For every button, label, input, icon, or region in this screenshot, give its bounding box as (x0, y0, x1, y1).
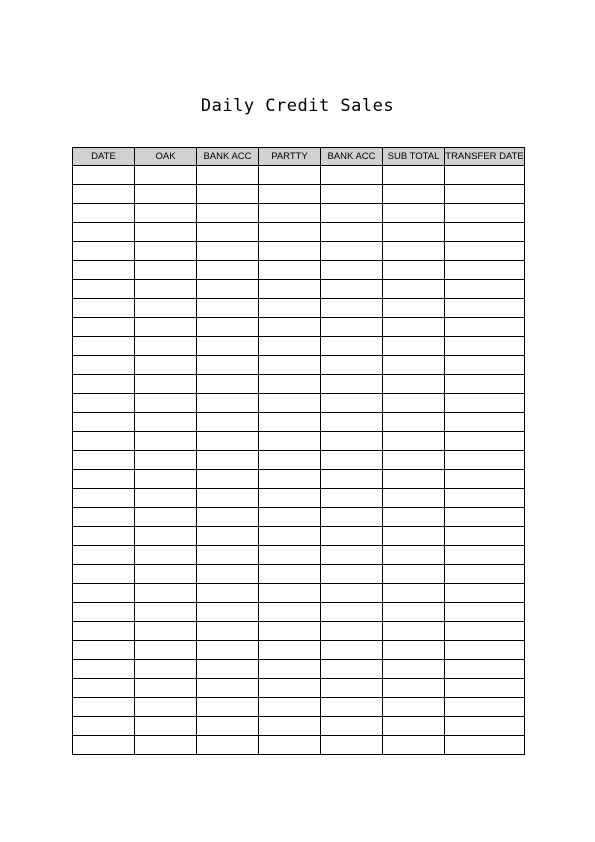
table-cell[interactable] (445, 527, 525, 546)
table-cell[interactable] (135, 527, 197, 546)
table-cell[interactable] (383, 489, 445, 508)
column-header-date: DATE (73, 148, 135, 166)
table-cell[interactable] (73, 584, 135, 603)
table-row (73, 584, 525, 603)
table-cell[interactable] (197, 337, 259, 356)
table-cell[interactable] (321, 242, 383, 261)
table-cell[interactable] (259, 318, 321, 337)
table-cell[interactable] (259, 736, 321, 755)
table-cell[interactable] (73, 280, 135, 299)
table-cell[interactable] (321, 698, 383, 717)
table-cell[interactable] (259, 261, 321, 280)
table-cell[interactable] (197, 318, 259, 337)
table-cell[interactable] (197, 584, 259, 603)
table-cell[interactable] (445, 622, 525, 641)
table-cell[interactable] (73, 641, 135, 660)
table-cell[interactable] (73, 166, 135, 185)
table-cell[interactable] (135, 660, 197, 679)
table-cell[interactable] (135, 356, 197, 375)
table-cell[interactable] (383, 413, 445, 432)
table-row (73, 318, 525, 337)
table-cell[interactable] (321, 451, 383, 470)
table-cell[interactable] (445, 717, 525, 736)
table-body (73, 166, 525, 755)
table-header-row (73, 148, 525, 166)
table-cell[interactable] (445, 660, 525, 679)
table-cell[interactable] (445, 451, 525, 470)
table-cell[interactable] (383, 698, 445, 717)
table-cell[interactable] (135, 337, 197, 356)
table-cell[interactable] (135, 565, 197, 584)
table-cell[interactable] (197, 280, 259, 299)
table-cell[interactable] (135, 299, 197, 318)
table-cell[interactable] (197, 622, 259, 641)
table-cell[interactable] (321, 489, 383, 508)
table-cell[interactable] (197, 679, 259, 698)
table-cell[interactable] (197, 356, 259, 375)
table-cell[interactable] (73, 717, 135, 736)
table-cell[interactable] (197, 261, 259, 280)
table-cell[interactable] (383, 242, 445, 261)
table-cell[interactable] (321, 432, 383, 451)
table-cell[interactable] (321, 223, 383, 242)
table-cell[interactable] (259, 280, 321, 299)
table-cell[interactable] (197, 717, 259, 736)
table-cell[interactable] (445, 413, 525, 432)
table-cell[interactable] (73, 470, 135, 489)
table-cell[interactable] (259, 451, 321, 470)
table-cell[interactable] (259, 565, 321, 584)
table-cell[interactable] (445, 261, 525, 280)
table-cell[interactable] (73, 337, 135, 356)
table-row (73, 641, 525, 660)
table-cell[interactable] (73, 223, 135, 242)
table-cell[interactable] (135, 603, 197, 622)
table-cell[interactable] (383, 527, 445, 546)
table-row (73, 698, 525, 717)
table-cell[interactable] (135, 641, 197, 660)
table-cell[interactable] (135, 432, 197, 451)
table-cell[interactable] (383, 166, 445, 185)
table-cell[interactable] (259, 185, 321, 204)
page-title: Daily Credit Sales (200, 96, 395, 116)
table-cell[interactable] (197, 489, 259, 508)
table-cell[interactable] (73, 356, 135, 375)
table-cell[interactable] (321, 280, 383, 299)
table-cell[interactable] (445, 489, 525, 508)
column-header-bank-acc-2: BANK ACC (321, 148, 383, 166)
table-row (73, 280, 525, 299)
table-row (73, 546, 525, 565)
table-cell[interactable] (197, 660, 259, 679)
table-row (73, 261, 525, 280)
table-cell[interactable] (197, 641, 259, 660)
table-cell[interactable] (73, 736, 135, 755)
table-cell[interactable] (197, 432, 259, 451)
table-cell[interactable] (445, 204, 525, 223)
table-cell[interactable] (321, 508, 383, 527)
table-cell[interactable] (259, 299, 321, 318)
table-cell[interactable] (383, 223, 445, 242)
table-cell[interactable] (135, 280, 197, 299)
table-row (73, 166, 525, 185)
table-cell[interactable] (135, 736, 197, 755)
table-cell[interactable] (135, 223, 197, 242)
table-cell[interactable] (445, 375, 525, 394)
table-cell[interactable] (259, 660, 321, 679)
table-cell[interactable] (135, 261, 197, 280)
table-cell[interactable] (321, 470, 383, 489)
table-cell[interactable] (259, 356, 321, 375)
table-cell[interactable] (259, 375, 321, 394)
table-row (73, 622, 525, 641)
table-row (73, 603, 525, 622)
table-cell[interactable] (383, 546, 445, 565)
table-cell[interactable] (259, 489, 321, 508)
table-cell[interactable] (383, 375, 445, 394)
table-cell[interactable] (383, 565, 445, 584)
table-cell[interactable] (383, 622, 445, 641)
table-row (73, 394, 525, 413)
table-cell[interactable] (259, 432, 321, 451)
table-row (73, 565, 525, 584)
table-cell[interactable] (135, 185, 197, 204)
table-cell[interactable] (135, 622, 197, 641)
table-cell[interactable] (383, 508, 445, 527)
table-cell[interactable] (73, 413, 135, 432)
table-cell[interactable] (73, 527, 135, 546)
table-cell[interactable] (197, 470, 259, 489)
table-cell[interactable] (321, 261, 383, 280)
table-cell[interactable] (259, 470, 321, 489)
table-cell[interactable] (135, 375, 197, 394)
table-cell[interactable] (197, 736, 259, 755)
table-cell[interactable] (73, 204, 135, 223)
column-header-transfer-date: TRANSFER DATE (445, 148, 525, 166)
table-cell[interactable] (383, 679, 445, 698)
table-row (73, 508, 525, 527)
table-cell[interactable] (73, 565, 135, 584)
table-cell[interactable] (445, 565, 525, 584)
table-cell[interactable] (321, 622, 383, 641)
table-cell[interactable] (383, 603, 445, 622)
table-cell[interactable] (445, 508, 525, 527)
table-cell[interactable] (73, 185, 135, 204)
table-cell[interactable] (383, 432, 445, 451)
table-cell[interactable] (73, 299, 135, 318)
table-cell[interactable] (197, 413, 259, 432)
table-cell[interactable] (445, 603, 525, 622)
table-cell[interactable] (321, 413, 383, 432)
table-cell[interactable] (197, 546, 259, 565)
table-cell[interactable] (445, 698, 525, 717)
table-cell[interactable] (321, 318, 383, 337)
table-cell[interactable] (445, 679, 525, 698)
table-cell[interactable] (445, 337, 525, 356)
table-cell[interactable] (197, 508, 259, 527)
table-cell[interactable] (73, 546, 135, 565)
table-cell[interactable] (383, 736, 445, 755)
table-cell[interactable] (383, 584, 445, 603)
table-cell[interactable] (197, 394, 259, 413)
table-cell[interactable] (445, 546, 525, 565)
table-cell[interactable] (321, 299, 383, 318)
table-row (73, 660, 525, 679)
table-cell[interactable] (445, 280, 525, 299)
table-cell[interactable] (259, 394, 321, 413)
table-cell[interactable] (135, 698, 197, 717)
table-row (73, 375, 525, 394)
table-cell[interactable] (445, 318, 525, 337)
table-row (73, 489, 525, 508)
table-cell[interactable] (445, 242, 525, 261)
table-cell[interactable] (135, 470, 197, 489)
table-cell[interactable] (383, 280, 445, 299)
table-cell[interactable] (135, 489, 197, 508)
table-cell[interactable] (383, 261, 445, 280)
table-cell[interactable] (321, 717, 383, 736)
table-cell[interactable] (259, 166, 321, 185)
table-cell[interactable] (73, 261, 135, 280)
table-cell[interactable] (259, 622, 321, 641)
table-cell[interactable] (73, 622, 135, 641)
table-cell[interactable] (321, 679, 383, 698)
table-cell[interactable] (197, 698, 259, 717)
table-cell[interactable] (321, 337, 383, 356)
table-cell[interactable] (259, 223, 321, 242)
table-cell[interactable] (321, 603, 383, 622)
table-cell[interactable] (259, 584, 321, 603)
table-cell[interactable] (383, 470, 445, 489)
table-cell[interactable] (445, 470, 525, 489)
table-cell[interactable] (445, 223, 525, 242)
table-cell[interactable] (73, 432, 135, 451)
table-cell[interactable] (445, 736, 525, 755)
table-row (73, 223, 525, 242)
table-cell[interactable] (73, 603, 135, 622)
column-header-bank-acc: BANK ACC (197, 148, 259, 166)
table-cell[interactable] (259, 641, 321, 660)
table-cell[interactable] (73, 698, 135, 717)
table-cell[interactable] (383, 318, 445, 337)
table-row (73, 413, 525, 432)
table-cell[interactable] (259, 527, 321, 546)
table-cell[interactable] (197, 299, 259, 318)
table-cell[interactable] (135, 546, 197, 565)
table-cell[interactable] (383, 299, 445, 318)
table-cell[interactable] (73, 451, 135, 470)
table-cell[interactable] (383, 204, 445, 223)
table-cell[interactable] (321, 546, 383, 565)
table-row (73, 204, 525, 223)
table-cell[interactable] (259, 717, 321, 736)
table-cell[interactable] (383, 451, 445, 470)
table-cell[interactable] (197, 375, 259, 394)
column-header-party: PARTTY (259, 148, 321, 166)
table-cell[interactable] (73, 375, 135, 394)
table-row (73, 736, 525, 755)
table-cell[interactable] (259, 603, 321, 622)
table-cell[interactable] (321, 185, 383, 204)
column-header-sub-total: SUB TOTAL (383, 148, 445, 166)
table-row (73, 451, 525, 470)
table-row (73, 356, 525, 375)
table-cell[interactable] (321, 736, 383, 755)
table-cell[interactable] (135, 318, 197, 337)
table-cell[interactable] (321, 356, 383, 375)
table-cell[interactable] (73, 318, 135, 337)
table-cell[interactable] (73, 394, 135, 413)
table-cell[interactable] (259, 698, 321, 717)
table-cell[interactable] (259, 679, 321, 698)
table-cell[interactable] (383, 394, 445, 413)
table-cell[interactable] (445, 432, 525, 451)
table-cell[interactable] (135, 679, 197, 698)
table-row (73, 717, 525, 736)
table-cell[interactable] (135, 166, 197, 185)
table-cell[interactable] (445, 394, 525, 413)
table-cell[interactable] (383, 660, 445, 679)
table-cell[interactable] (259, 413, 321, 432)
table-cell[interactable] (197, 527, 259, 546)
table-cell[interactable] (321, 394, 383, 413)
table-row (73, 527, 525, 546)
table-cell[interactable] (259, 204, 321, 223)
credit-sales-table (72, 147, 525, 755)
table-cell[interactable] (135, 717, 197, 736)
table-row (73, 242, 525, 261)
table-cell[interactable] (197, 204, 259, 223)
table-row (73, 337, 525, 356)
table-cell[interactable] (321, 204, 383, 223)
table-cell[interactable] (197, 451, 259, 470)
table-cell[interactable] (321, 375, 383, 394)
table-cell[interactable] (445, 356, 525, 375)
table-row (73, 299, 525, 318)
table-cell[interactable] (383, 185, 445, 204)
table-cell[interactable] (445, 299, 525, 318)
table-cell[interactable] (445, 185, 525, 204)
table-cell[interactable] (321, 641, 383, 660)
table-cell[interactable] (445, 584, 525, 603)
table-cell[interactable] (445, 641, 525, 660)
table-cell[interactable] (259, 242, 321, 261)
table-cell[interactable] (135, 413, 197, 432)
table-cell[interactable] (197, 223, 259, 242)
table-row (73, 679, 525, 698)
table-cell[interactable] (135, 584, 197, 603)
table-cell[interactable] (259, 337, 321, 356)
table-cell[interactable] (321, 584, 383, 603)
table-cell[interactable] (383, 356, 445, 375)
table-cell[interactable] (383, 641, 445, 660)
column-header-oak: OAK (135, 148, 197, 166)
table-cell[interactable] (73, 489, 135, 508)
table-row (73, 470, 525, 489)
table-cell[interactable] (197, 565, 259, 584)
table-cell[interactable] (135, 508, 197, 527)
table-cell[interactable] (197, 166, 259, 185)
table-cell[interactable] (135, 204, 197, 223)
table-cell[interactable] (197, 185, 259, 204)
table-cell[interactable] (73, 508, 135, 527)
table-cell[interactable] (383, 717, 445, 736)
table-row (73, 185, 525, 204)
table-cell[interactable] (321, 660, 383, 679)
table-cell[interactable] (259, 508, 321, 527)
table-cell[interactable] (135, 394, 197, 413)
table-cell[interactable] (73, 242, 135, 261)
table-row (73, 432, 525, 451)
table-cell[interactable] (445, 166, 525, 185)
table-cell[interactable] (197, 242, 259, 261)
table-cell[interactable] (73, 679, 135, 698)
table-cell[interactable] (135, 451, 197, 470)
table-cell[interactable] (321, 565, 383, 584)
table-cell[interactable] (383, 337, 445, 356)
table-cell[interactable] (259, 546, 321, 565)
table-cell[interactable] (197, 603, 259, 622)
table-cell[interactable] (321, 527, 383, 546)
table-cell[interactable] (73, 660, 135, 679)
table-cell[interactable] (321, 166, 383, 185)
table-cell[interactable] (135, 242, 197, 261)
